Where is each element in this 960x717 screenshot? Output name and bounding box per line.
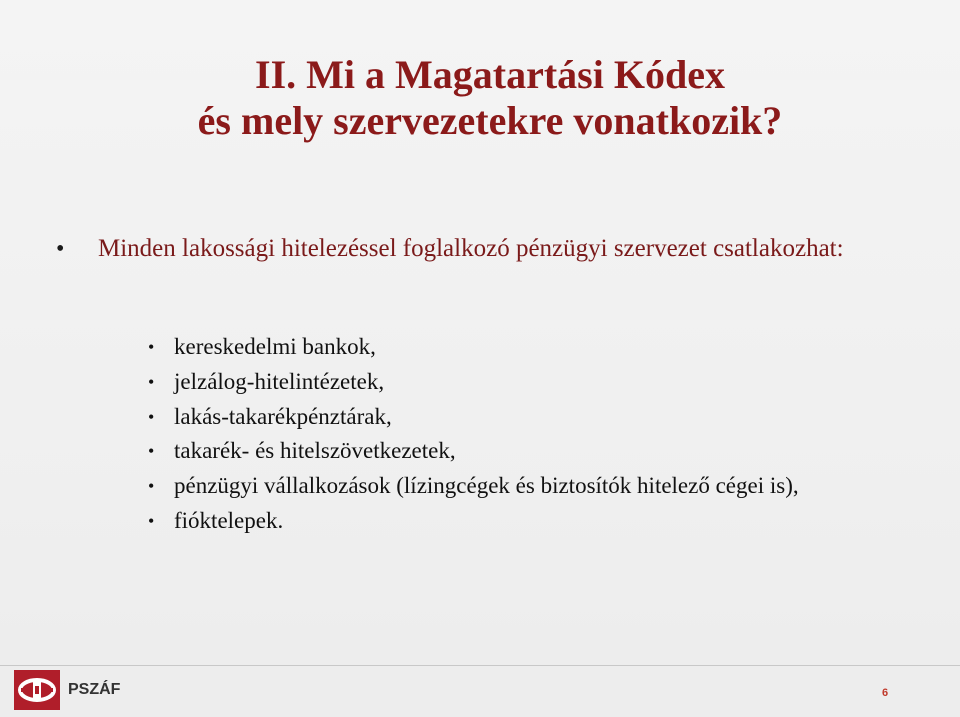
list-item bbox=[148, 469, 928, 504]
bullet-dot-icon: • bbox=[148, 337, 155, 357]
sub-bullet-list bbox=[148, 330, 928, 539]
title-line-2: és mely szervezetekre vonatkozik? bbox=[197, 98, 783, 143]
logo-text: PSZÁF bbox=[68, 681, 121, 698]
page-number: 6 bbox=[882, 687, 889, 699]
pszaf-logo-icon bbox=[14, 670, 60, 710]
bullet-dot-icon: • bbox=[148, 406, 155, 427]
bullet-dot-icon: • bbox=[56, 236, 65, 262]
main-bullet bbox=[56, 232, 916, 266]
bullet-dot-icon: • bbox=[148, 371, 155, 392]
bullet-dot-icon: • bbox=[148, 510, 155, 531]
list-item bbox=[148, 365, 928, 400]
main-bullet-text: Minden lakossági hitelezéssel foglalkozó pénzügyi szervezet csatlakozhat: bbox=[98, 235, 844, 262]
list-item-text: fióktelepek. bbox=[174, 507, 284, 533]
list-item bbox=[148, 504, 928, 539]
list-item-text: jelzálog-hitelintézetek, bbox=[174, 368, 385, 394]
list-item-text: pénzügyi vállalkozások (lízingcégek és biztosítók hitelező cégei is), bbox=[174, 473, 799, 499]
slide-title bbox=[60, 52, 920, 144]
list-item bbox=[148, 330, 928, 365]
footer bbox=[0, 666, 960, 717]
list-item-text: takarék- és hitelszövetkezetek, bbox=[174, 438, 456, 464]
list-item bbox=[148, 434, 928, 469]
bullet-dot-icon: • bbox=[148, 476, 155, 497]
bullet-dot-icon: • bbox=[148, 441, 155, 462]
list-item-text: lakás-takarékpénztárak, bbox=[174, 403, 392, 429]
list-item-text: kereskedelmi bankok, bbox=[174, 334, 376, 359]
list-item bbox=[148, 400, 928, 435]
title-line-1: II. Mi a Magatartási Kódex bbox=[255, 52, 725, 97]
